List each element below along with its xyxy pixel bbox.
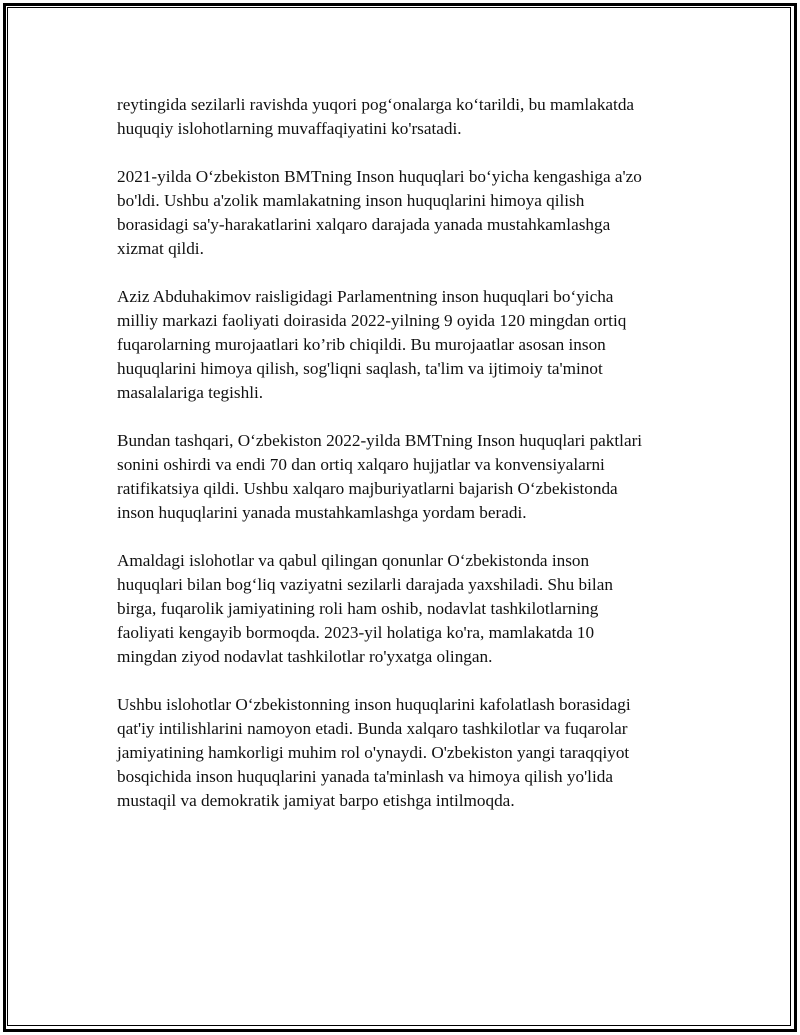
text-line: huquqlarini himoya qilish, sog'liqni saqlash, ta'lim va ijtimoiy ta'minot [117,359,603,378]
text-line: xizmat qildi. [117,239,204,258]
text-line: Ushbu islohotlar O‘zbekistonning inson huquqlarini kafolatlash borasidagi [117,695,631,714]
text-line: borasidagi sa'y-harakatlarini xalqaro darajada yanada mustahkamlashga [117,215,611,234]
paragraph [117,429,717,525]
text-line: Amaldagi islohotlar va qabul qilingan qonunlar O‘zbekistonda inson [117,551,590,570]
text-line: mingdan ziyod nodavlat tashkilotlar ro'yxatga olingan. [117,647,493,666]
text-line: qat'iy intilishlarini namoyon etadi. Bunda xalqaro tashkilotlar va fuqarolar [117,719,628,738]
text-line: 2021-yilda O‘zbekiston BMTning Inson huquqlari bo‘yicha kengashiga a'zo [117,167,642,186]
paragraph [117,285,717,405]
text-line: jamiyatining hamkorligi muhim rol o'ynaydi. O'zbekiston yangi taraqqiyot [117,743,630,762]
paragraph [117,93,717,141]
text-line: sonini oshirdi va endi 70 dan ortiq xalqaro hujjatlar va konvensiyalarni [117,455,605,474]
text-line: masalalariga tegishli. [117,383,264,402]
text-line: inson huquqlarini yanada mustahkamlashga yordam beradi. [117,503,527,522]
document-body [117,93,717,837]
text-line: mustaqil va demokratik jamiyat barpo etishga intilmoqda. [117,791,515,810]
text-line: huquqiy islohotlarning muvaffaqiyatini ko'rsatadi. [117,119,462,138]
paragraph [117,693,717,813]
text-line: ratifikatsiya qildi. Ushbu xalqaro majburiyatlarni bajarish O‘zbekistonda [117,479,618,498]
text-line: bo'ldi. Ushbu a'zolik mamlakatning inson huquqlarini himoya qilish [117,191,585,210]
text-line: birga, fuqarolik jamiyatining roli ham oshib, nodavlat tashkilotlarning [117,599,599,618]
text-line: huquqlari bilan bog‘liq vaziyatni sezilarli darajada yaxshiladi. Shu bilan [117,575,613,594]
text-line: Bundan tashqari, O‘zbekiston 2022-yilda BMTning Inson huquqlari paktlari [117,431,643,450]
text-line: faoliyati kengayib bormoqda. 2023-yil holatiga ko'ra, mamlakatda 10 [117,623,595,642]
text-line: Aziz Abduhakimov raisligidagi Parlamentning inson huquqlari bo‘yicha [117,287,614,306]
text-line: fuqarolarning murojaatlari ko’rib chiqildi. Bu murojaatlar asosan inson [117,335,606,354]
paragraph [117,549,717,669]
text-line: milliy markazi faoliyati doirasida 2022-yilning 9 oyida 120 mingdan ortiq [117,311,627,330]
text-line: reytingida sezilarli ravishda yuqori pog‘onalarga ko‘tarildi, bu mamlakatda [117,95,635,114]
paragraph [117,165,717,261]
text-line: bosqichida inson huquqlarini yanada ta'minlash va himoya qilish yo'lida [117,767,613,786]
